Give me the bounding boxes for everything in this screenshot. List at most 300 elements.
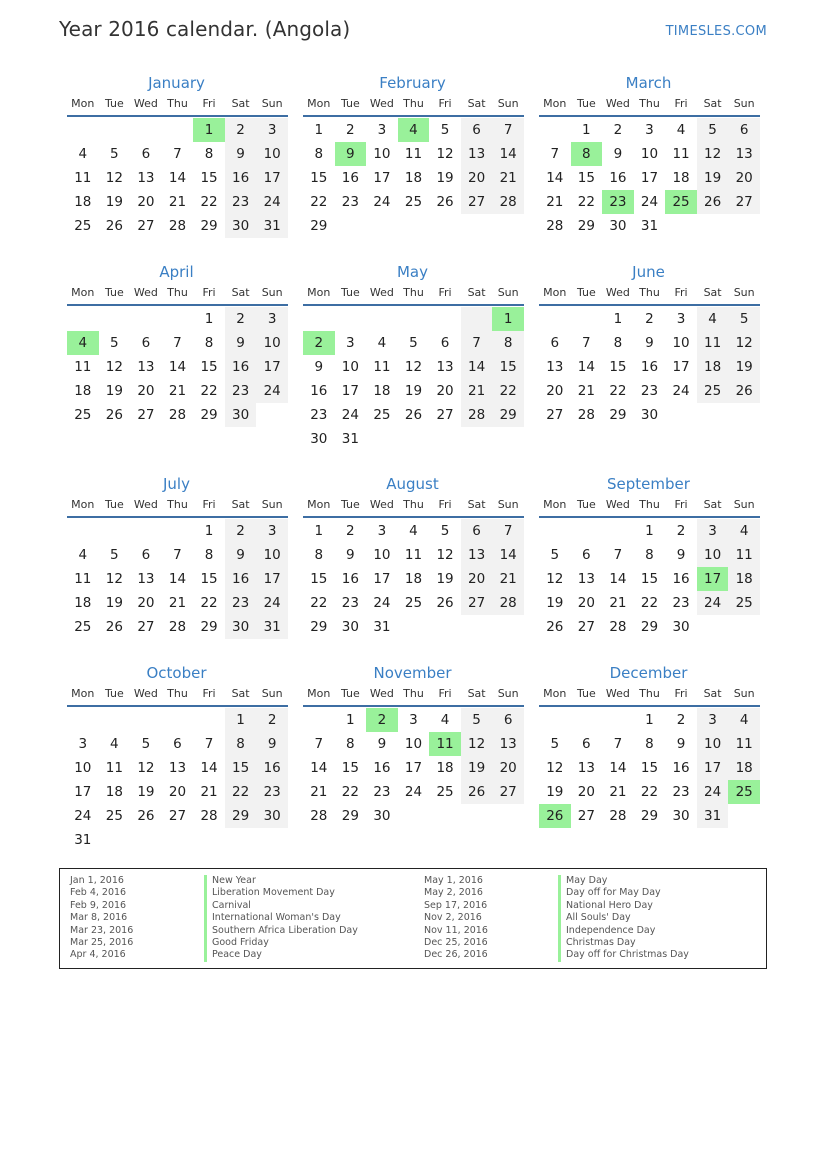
day-cell: 4: [676, 122, 686, 138]
day-cell: 8: [346, 736, 355, 752]
weekday-label: Fri: [438, 97, 452, 110]
day-cell: 16: [341, 170, 359, 186]
day-cell: 9: [676, 736, 686, 752]
week-row: [67, 379, 288, 403]
days-grid: [303, 307, 524, 451]
week-row: [303, 379, 524, 403]
day-cell: 24: [697, 780, 729, 804]
weekday-label: Thu: [639, 286, 660, 299]
weekday-label: Mon: [307, 97, 331, 110]
weekday-label: Sun: [733, 97, 755, 110]
day-cell: 15: [609, 359, 627, 375]
day-cell: 25: [105, 808, 123, 824]
day-cell: 22: [577, 194, 595, 210]
month-july: [67, 473, 288, 639]
day-cell: 16: [373, 760, 391, 776]
holiday-entry: [424, 912, 689, 924]
day-cell: 19: [105, 194, 123, 210]
weekday-label: Sun: [733, 498, 755, 511]
day-cell: 10: [373, 547, 391, 563]
weekday-label: Sat: [467, 498, 486, 511]
holiday-list-right: [424, 875, 689, 962]
weekday-label: Mon: [543, 97, 567, 110]
empty-cell: [130, 519, 162, 543]
day-cell: 26: [728, 379, 760, 403]
weekday-label: Wed: [133, 498, 158, 511]
day-cell: 1: [645, 523, 654, 539]
day-cell: 20: [728, 166, 760, 190]
day-cell: 11: [74, 571, 92, 587]
weekday-header: [67, 684, 288, 707]
empty-cell: [398, 615, 430, 639]
day-cell: 28: [168, 407, 187, 423]
empty-cell: [99, 828, 131, 852]
week-row: [539, 732, 760, 756]
day-cell: 19: [404, 383, 423, 399]
empty-cell: [193, 828, 225, 852]
weekday-label: Thu: [639, 97, 660, 110]
month-april: [67, 261, 288, 427]
day-cell: 26: [461, 780, 493, 804]
day-cell: 11: [74, 359, 92, 375]
empty-cell: [697, 403, 729, 427]
empty-cell: [429, 804, 461, 828]
weekday-label: Tue: [576, 286, 596, 299]
holiday-date: Jan 1, 2016: [70, 875, 124, 886]
day-cell: 13: [461, 543, 493, 567]
day-cell: 19: [697, 166, 729, 190]
month-title: June: [632, 263, 665, 281]
weekday-label: Wed: [605, 498, 630, 511]
day-cell: 5: [440, 523, 450, 539]
holiday-date: May 1, 2016: [424, 875, 483, 886]
week-row: [303, 190, 524, 214]
day-cell: 15: [225, 756, 257, 780]
weekday-header: [67, 283, 288, 306]
day-cell: 30: [672, 619, 690, 635]
week-row: [539, 780, 760, 804]
empty-cell: [728, 403, 760, 427]
day-cell: 30: [225, 403, 257, 427]
weekday-header: [67, 495, 288, 518]
day-cell: 23: [640, 383, 659, 399]
day-cell: 7: [550, 146, 560, 162]
weekday-label: Sat: [231, 286, 250, 299]
day-cell: 5: [110, 547, 119, 563]
empty-cell: [366, 214, 398, 238]
weekday-label: Sun: [733, 286, 755, 299]
empty-cell: [193, 708, 225, 732]
day-cell: 8: [204, 146, 214, 162]
weekday-label: Wed: [133, 286, 158, 299]
day-cell: 11: [105, 760, 123, 776]
day-cell: 5: [409, 335, 418, 351]
day-cell: 27: [492, 780, 524, 804]
day-cell: 25: [436, 784, 454, 800]
day-cell: 24: [404, 784, 423, 800]
holiday-entry: [70, 912, 358, 924]
holiday-entry: [70, 900, 358, 912]
day-cell: 26: [105, 218, 123, 234]
day-cell: 20: [492, 756, 524, 780]
weekday-label: Thu: [167, 286, 188, 299]
holiday-entry: [424, 887, 689, 899]
day-cell: 10: [256, 543, 288, 567]
day-cell: 14: [200, 760, 218, 776]
day-cell: 13: [546, 359, 564, 375]
day-cell: 22: [200, 383, 218, 399]
holiday-day: 23: [602, 190, 634, 214]
day-cell: 22: [609, 383, 627, 399]
month-june: [539, 261, 760, 427]
day-cell: 15: [492, 355, 524, 379]
day-cell: 28: [310, 808, 328, 824]
day-cell: 2: [225, 118, 257, 142]
day-cell: 13: [492, 732, 524, 756]
day-cell: 6: [728, 118, 760, 142]
week-row: [67, 214, 288, 238]
day-cell: 22: [640, 595, 659, 611]
week-row: [539, 118, 760, 142]
days-grid: [539, 307, 760, 427]
day-cell: 26: [137, 808, 155, 824]
day-cell: 8: [204, 335, 214, 351]
holiday-entry: [424, 900, 689, 912]
day-cell: 22: [200, 194, 218, 210]
day-cell: 28: [168, 218, 187, 234]
empty-cell: [130, 118, 162, 142]
holiday-name: Christmas Day: [558, 937, 636, 949]
day-cell: 8: [204, 547, 214, 563]
day-cell: 28: [492, 591, 524, 615]
empty-cell: [461, 307, 493, 331]
day-cell: 10: [640, 146, 659, 162]
empty-cell: [398, 214, 430, 238]
holiday-name: Day off for Christmas Day: [558, 949, 689, 961]
day-cell: 20: [461, 567, 493, 591]
week-row: [303, 166, 524, 190]
day-cell: 10: [697, 732, 729, 756]
day-cell: 3: [256, 519, 288, 543]
weekday-header: [303, 684, 524, 707]
days-grid: [539, 118, 760, 238]
weekday-label: Sun: [733, 687, 755, 700]
holiday-date: Dec 25, 2016: [424, 936, 488, 948]
empty-cell: [461, 427, 493, 451]
day-cell: 15: [640, 571, 659, 587]
week-row: [303, 403, 524, 427]
day-cell: 7: [204, 736, 214, 752]
day-cell: 5: [141, 736, 151, 752]
day-cell: 26: [436, 595, 454, 611]
day-cell: 28: [577, 407, 595, 423]
holiday-name: All Souls' Day: [558, 912, 631, 924]
day-cell: 26: [105, 407, 123, 423]
empty-cell: [130, 828, 162, 852]
holiday-day: 4: [398, 118, 430, 142]
day-cell: 3: [256, 307, 288, 331]
day-cell: 4: [440, 712, 450, 728]
day-cell: 20: [577, 595, 595, 611]
empty-cell: [461, 214, 493, 238]
holiday-day: 11: [429, 732, 461, 756]
day-cell: 13: [436, 359, 454, 375]
day-cell: 31: [256, 615, 288, 639]
day-cell: 4: [110, 736, 119, 752]
day-cell: 28: [168, 619, 187, 635]
day-cell: 21: [577, 383, 595, 399]
day-cell: 23: [341, 194, 359, 210]
week-row: [539, 615, 760, 639]
empty-cell: [461, 804, 493, 828]
weekday-label: Sat: [231, 498, 250, 511]
day-cell: 13: [461, 142, 493, 166]
day-cell: 25: [74, 619, 92, 635]
week-row: [67, 519, 288, 543]
day-cell: 2: [225, 307, 257, 331]
day-cell: 14: [577, 359, 595, 375]
day-cell: 9: [676, 547, 686, 563]
empty-cell: [366, 427, 398, 451]
day-cell: 4: [728, 519, 760, 543]
holiday-date: Sep 17, 2016: [424, 899, 488, 911]
days-grid: [303, 519, 524, 639]
day-cell: 4: [409, 523, 418, 539]
day-cell: 19: [105, 383, 123, 399]
day-cell: 12: [546, 571, 564, 587]
empty-cell: [99, 118, 131, 142]
day-cell: 29: [225, 804, 257, 828]
day-cell: 29: [609, 407, 627, 423]
week-row: [303, 142, 524, 166]
weekday-label: Thu: [167, 687, 188, 700]
empty-cell: [256, 828, 288, 852]
holiday-entry: [70, 875, 358, 887]
weekday-label: Thu: [639, 498, 660, 511]
week-row: [303, 732, 524, 756]
day-cell: 6: [440, 335, 450, 351]
day-cell: 7: [173, 547, 182, 563]
week-row: [303, 615, 524, 639]
day-cell: 11: [74, 170, 92, 186]
weekday-label: Sat: [231, 687, 250, 700]
day-cell: 20: [137, 383, 155, 399]
holiday-date: Mar 8, 2016: [70, 912, 128, 924]
weekday-label: Sat: [467, 286, 486, 299]
empty-cell: [492, 804, 524, 828]
day-cell: 2: [645, 311, 654, 327]
day-cell: 18: [728, 567, 760, 591]
empty-cell: [492, 615, 524, 639]
holiday-entry: [70, 949, 358, 961]
day-cell: 1: [346, 712, 355, 728]
day-cell: 14: [168, 170, 187, 186]
day-cell: 23: [341, 595, 359, 611]
day-cell: 13: [137, 571, 155, 587]
day-cell: 17: [341, 383, 359, 399]
day-cell: 16: [225, 567, 257, 591]
weekday-label: Wed: [133, 97, 158, 110]
weekday-label: Mon: [71, 498, 95, 511]
day-cell: 30: [256, 804, 288, 828]
day-cell: 30: [640, 407, 659, 423]
empty-cell: [461, 615, 493, 639]
month-title: August: [386, 475, 439, 493]
day-cell: 22: [492, 379, 524, 403]
empty-cell: [602, 708, 634, 732]
empty-cell: [162, 118, 194, 142]
day-cell: 21: [609, 595, 627, 611]
day-cell: 17: [74, 784, 92, 800]
holiday-name: National Hero Day: [558, 900, 653, 912]
weekday-label: Mon: [307, 498, 331, 511]
weekday-label: Thu: [167, 498, 188, 511]
holiday-date: Mar 23, 2016: [70, 924, 134, 936]
holiday-day: 25: [665, 190, 697, 214]
day-cell: 10: [74, 760, 92, 776]
month-title: May: [396, 263, 428, 281]
day-cell: 19: [105, 595, 123, 611]
day-cell: 5: [461, 708, 493, 732]
day-cell: 21: [168, 194, 187, 210]
day-cell: 15: [577, 170, 595, 186]
day-cell: 24: [256, 591, 288, 615]
day-cell: 3: [645, 122, 654, 138]
weekday-label: Thu: [403, 97, 424, 110]
day-cell: 12: [137, 760, 155, 776]
weekday-label: Sat: [467, 687, 486, 700]
day-cell: 6: [461, 519, 493, 543]
weekday-label: Wed: [133, 687, 158, 700]
day-cell: 16: [310, 383, 328, 399]
day-cell: 20: [137, 595, 155, 611]
days-grid: [67, 118, 288, 238]
week-row: [539, 804, 760, 828]
weekday-label: Sun: [497, 286, 519, 299]
day-cell: 2: [676, 712, 686, 728]
weekday-label: Mon: [543, 286, 567, 299]
day-cell: 28: [492, 190, 524, 214]
weekday-label: Fri: [202, 97, 216, 110]
weekday-label: Thu: [403, 286, 424, 299]
day-cell: 25: [697, 379, 729, 403]
empty-cell: [335, 307, 367, 331]
week-row: [303, 780, 524, 804]
weekday-label: Tue: [104, 286, 124, 299]
weekday-label: Thu: [167, 97, 188, 110]
day-cell: 2: [346, 122, 355, 138]
day-cell: 15: [640, 760, 659, 776]
day-cell: 10: [404, 736, 423, 752]
weekday-label: Tue: [104, 498, 124, 511]
weekday-label: Fri: [438, 286, 452, 299]
brand-link[interactable]: TIMESLES.COM: [665, 24, 767, 39]
day-cell: 1: [204, 523, 214, 539]
day-cell: 5: [550, 547, 560, 563]
week-row: [539, 331, 760, 355]
day-cell: 28: [609, 619, 627, 635]
week-row: [67, 567, 288, 591]
day-cell: 11: [728, 543, 760, 567]
empty-cell: [429, 214, 461, 238]
empty-cell: [697, 615, 729, 639]
day-cell: 18: [373, 383, 391, 399]
empty-cell: [162, 307, 194, 331]
week-row: [303, 567, 524, 591]
day-cell: 31: [697, 804, 729, 828]
day-cell: 12: [728, 331, 760, 355]
week-row: [67, 708, 288, 732]
week-row: [67, 615, 288, 639]
day-cell: 6: [582, 736, 591, 752]
day-cell: 23: [225, 591, 257, 615]
day-cell: 11: [404, 547, 423, 563]
day-cell: 22: [225, 780, 257, 804]
month-title: February: [379, 74, 446, 92]
day-cell: 14: [310, 760, 328, 776]
day-cell: 27: [546, 407, 564, 423]
day-cell: 7: [613, 547, 623, 563]
day-cell: 1: [613, 311, 623, 327]
day-cell: 18: [74, 595, 92, 611]
day-cell: 5: [728, 307, 760, 331]
days-grid: [303, 708, 524, 828]
holiday-name: Carnival: [204, 900, 251, 912]
day-cell: 2: [225, 519, 257, 543]
day-cell: 24: [74, 808, 92, 824]
day-cell: 17: [256, 355, 288, 379]
weekday-label: Mon: [307, 687, 331, 700]
week-row: [303, 214, 524, 238]
weekday-label: Mon: [71, 97, 95, 110]
day-cell: 20: [546, 383, 564, 399]
week-row: [539, 214, 760, 238]
day-cell: 9: [314, 359, 324, 375]
day-cell: 29: [640, 808, 659, 824]
day-cell: 5: [550, 736, 560, 752]
holiday-name: Good Friday: [204, 937, 269, 949]
month-may: [303, 261, 524, 451]
day-cell: 3: [78, 736, 88, 752]
weekday-label: Mon: [543, 687, 567, 700]
month-march: [539, 72, 760, 238]
empty-cell: [539, 307, 571, 331]
holiday-entry: [70, 925, 358, 937]
day-cell: 9: [256, 732, 288, 756]
empty-cell: [602, 519, 634, 543]
empty-cell: [697, 214, 729, 238]
day-cell: 12: [105, 571, 123, 587]
week-row: [67, 804, 288, 828]
day-cell: 24: [341, 407, 359, 423]
day-cell: 11: [697, 331, 729, 355]
day-cell: 14: [461, 355, 493, 379]
day-cell: 13: [577, 760, 595, 776]
day-cell: 27: [137, 619, 155, 635]
day-cell: 24: [697, 591, 729, 615]
week-row: [67, 732, 288, 756]
empty-cell: [539, 708, 571, 732]
day-cell: 19: [436, 571, 454, 587]
day-cell: 11: [728, 732, 760, 756]
day-cell: 3: [697, 519, 729, 543]
day-cell: 30: [225, 615, 257, 639]
day-cell: 3: [256, 118, 288, 142]
day-cell: 29: [341, 808, 359, 824]
day-cell: 18: [404, 571, 423, 587]
day-cell: 24: [256, 379, 288, 403]
empty-cell: [162, 519, 194, 543]
